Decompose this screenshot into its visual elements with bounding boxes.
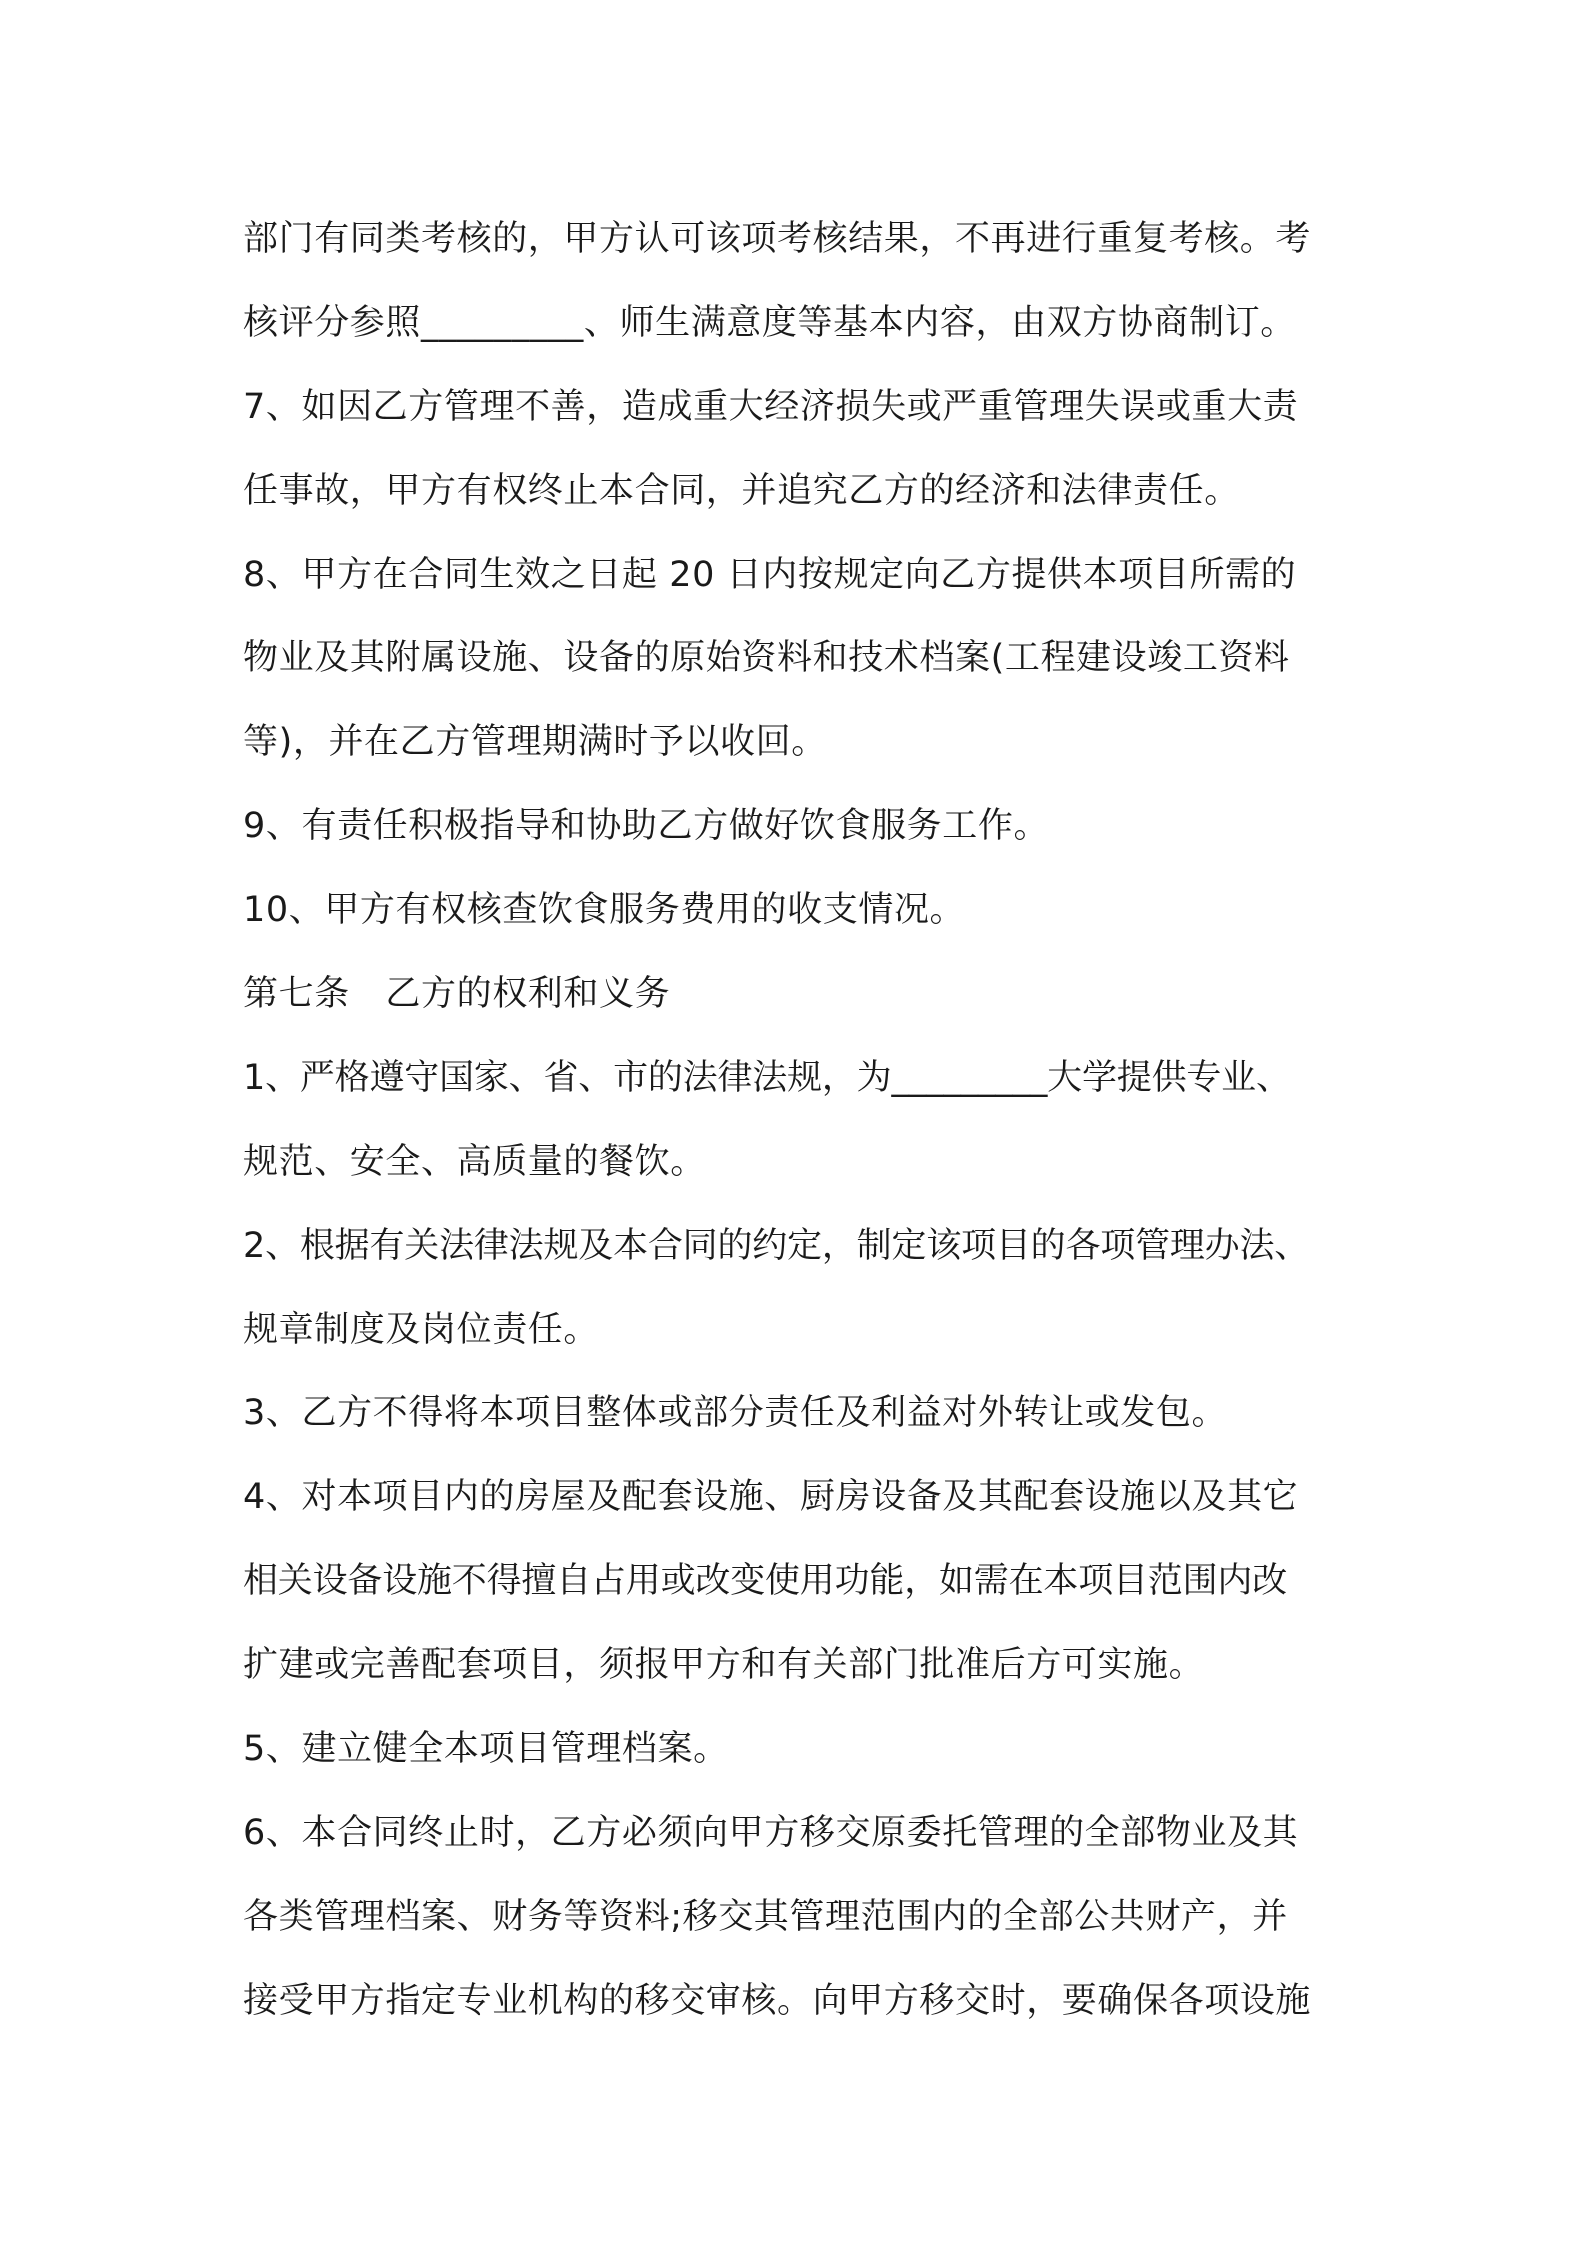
item-6-line-2: 各类管理档案、财务等资料;移交其管理范围内的全部公共财产，并 xyxy=(243,1896,1288,1937)
item-5-line: 5、建立健全本项目管理档案。 xyxy=(243,1729,729,1770)
clause-7-line-2: 任事故，甲方有权终止本合同，并追究乙方的经济和法律责任。 xyxy=(243,470,1240,511)
item-6-line-3: 接受甲方指定专业机构的移交审核。向甲方移交时，要确保各项设施 xyxy=(243,1980,1312,2021)
item-2-line-2: 规章制度及岗位责任。 xyxy=(243,1309,600,1350)
clause-8-line-2: 物业及其附属设施、设备的原始资料和技术档案(工程建设竣工资料 xyxy=(243,638,1290,679)
document-body xyxy=(243,198,1368,2044)
item-3-line: 3、乙方不得将本项目整体或部分责任及利益对外转让或发包。 xyxy=(243,1393,1228,1434)
item-1-line-1: 1、严格遵守国家、省、市的法律法规，为_________大学提供专业、 xyxy=(243,1057,1291,1098)
item-4-line-3: 扩建或完善配套项目，须报甲方和有关部门批准后方可实施。 xyxy=(243,1645,1205,1686)
article-7-heading: 第七条 乙方的权利和义务 xyxy=(243,974,671,1015)
item-4-line-2: 相关设备设施不得擅自占用或改变使用功能，如需在本项目范围内改 xyxy=(243,1561,1288,1602)
clause-8-line-3: 等)，并在乙方管理期满时予以收回。 xyxy=(243,722,827,763)
clause-9-line: 9、有责任积极指导和协助乙方做好饮食服务工作。 xyxy=(243,806,1050,847)
clause-10-line: 10、甲方有权核查饮食服务费用的收支情况。 xyxy=(243,890,966,931)
item-6-line-1: 6、本合同终止时，乙方必须向甲方移交原委托管理的全部物业及其 xyxy=(243,1812,1299,1853)
item-4-line-1: 4、对本项目内的房屋及配套设施、厨房设备及其配套设施以及其它 xyxy=(243,1477,1299,1518)
text-line-1: 部门有同类考核的，甲方认可该项考核结果，不再进行重复考核。考 xyxy=(243,219,1312,259)
clause-7-line-1: 7、如因乙方管理不善，造成重大经济损失或严重管理失误或重大责 xyxy=(243,386,1299,427)
text-line-2: 核评分参照_________、师生满意度等基本内容，由双方协商制订。 xyxy=(243,302,1296,343)
item-1-line-2: 规范、安全、高质量的餐饮。 xyxy=(243,1141,706,1182)
item-2-line-1: 2、根据有关法律法规及本合同的约定，制定该项目的各项管理办法、 xyxy=(243,1225,1310,1266)
clause-8-line-1: 8、甲方在合同生效之日起 20 日内按规定向乙方提供本项目所需的 xyxy=(243,554,1297,595)
